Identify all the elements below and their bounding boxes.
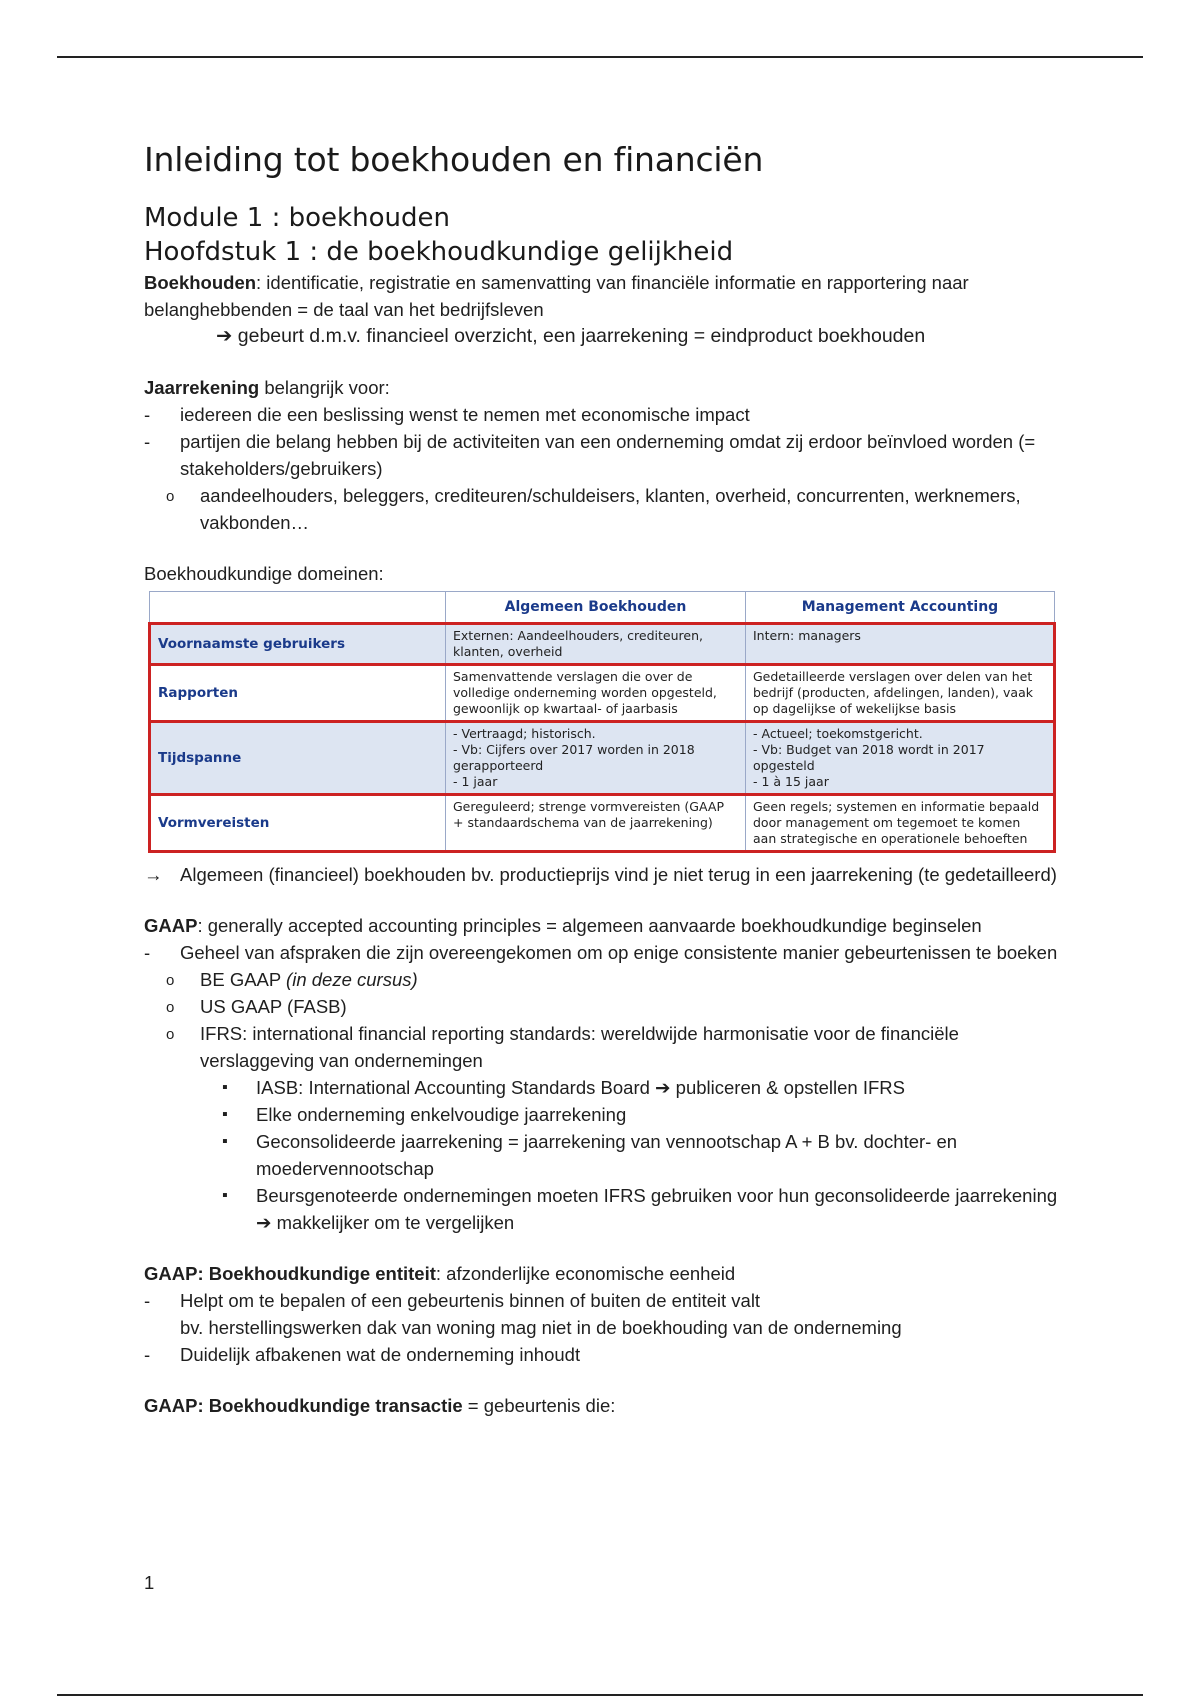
table-row: Vormvereisten Gereguleerd; strenge vormvereisten (GAAP + standaardschema van de jaarrekening) Geen regels; systemen en informatie bepaald door management om tegemoet te komen aan strategische en operationele behoeften (150, 795, 1055, 852)
header-rule (57, 56, 1143, 58)
list-item: o BE GAAP (in deze cursus) (144, 966, 1064, 993)
boekhouden-term: Boekhouden (144, 272, 257, 293)
list-item: ▪ IASB: International Accounting Standards Board ➔ publiceren & opstellen IFRS (200, 1074, 1064, 1101)
list-item: o US GAAP (FASB) (144, 993, 1064, 1020)
document-title: Inleiding tot boekhouden en financiën (144, 140, 764, 179)
entiteit-list (144, 1287, 1064, 1368)
table-row: Rapporten Samenvattende verslagen die over de volledige onderneming worden opgesteld, gewoonlijk op kwartaal- of jaarbasis Gedetailleerde verslagen over delen van het bedrijf (producten, afdelingen, landen), vaak op dagelijkse of wekelijkse basis (150, 665, 1055, 722)
list-item: - Geheel van afspraken die zijn overeengekomen om op enige consistente manier gebeurtenissen te boeken o BE GAAP (in deze cursus) o US GAAP (FASB) o IFRS: international financial reporting standards: wereldwijde harmonisatie voor de financiële verslaggeving van ondernemingen ▪ IASB: International Accounting Standards Board ➔ publiceren & opstellen IFRS ▪ Elke onderneming enkelvoudige jaarrekening ▪ Geconsolideerde jaarrekening = jaarrekening van vennootschap A + B bv. dochter- en moedervennootschap ▪ Beursgenoteerde ondernemingen moeten IFRS gebruiken voor hun geconsolideerde jaarrekening ➔ makkelijker om te vergelijken (144, 939, 1064, 1236)
list-item: - Helpt om te bepalen of een gebeurtenis binnen of buiten de entiteit valt bv. herstellingswerken dak van woning mag niet in de boekhouding van de onderneming (144, 1287, 1064, 1341)
domains-note: → Algemeen (financieel) boekhouden bv. productieprijs vind je niet terug in een jaarrekening (te gedetailleerd) (144, 861, 1064, 888)
domains-table (148, 591, 1056, 853)
gaap-definition: GAAP: generally accepted accounting principles = algemeen aanvaarde boekhoudkundige beginselen (144, 915, 982, 936)
page-number: 1 (144, 1572, 155, 1593)
footer-rule (57, 1694, 1143, 1696)
list-item: o IFRS: international financial reporting standards: wereldwijde harmonisatie voor de financiële verslaggeving van ondernemingen ▪ IASB: International Accounting Standards Board ➔ publiceren & opstellen IFRS ▪ Elke onderneming enkelvoudige jaarrekening ▪ Geconsolideerde jaarrekening = jaarrekening van vennootschap A + B bv. dochter- en moedervennootschap ▪ Beursgenoteerde ondernemingen moeten IFRS gebruiken voor hun geconsolideerde jaarrekening ➔ makkelijker om te vergelijken (144, 1020, 1064, 1236)
document-page (144, 140, 1064, 1419)
module-heading: Module 1 : boekhouden (144, 203, 450, 233)
list-item: ▪ Elke onderneming enkelvoudige jaarrekening (200, 1101, 1064, 1128)
table-row: Voornaamste gebruikers Externen: Aandeelhouders, crediteuren, klanten, overheid Intern: managers (150, 624, 1055, 665)
column-header: Algemeen Boekhouden (446, 592, 746, 624)
list-item: - partijen die belang hebben bij de activiteiten van een onderneming omdat zij erdoor beïnvloed worden (= stakeholders/gebruikers) o aandeelhouders, beleggers, crediteuren/schuldeisers, klanten, overheid, concurrenten, werknemers, vakbonden… (144, 428, 1064, 536)
list-item: ▪ Beursgenoteerde ondernemingen moeten IFRS gebruiken voor hun geconsolideerde jaarrekening ➔ makkelijker om te vergelijken (200, 1182, 1064, 1236)
jaarrekening-intro: Jaarrekening belangrijk voor: (144, 377, 390, 398)
jaarrekening-list (144, 401, 1064, 536)
entiteit-definition: GAAP: Boekhoudkundige entiteit: afzonderlijke economische eenheid (144, 1263, 736, 1284)
transactie-definition: GAAP: Boekhoudkundige transactie = gebeurtenis die: (144, 1395, 616, 1416)
list-item: o aandeelhouders, beleggers, crediteuren/schuldeisers, klanten, overheid, concurrenten, werknemers, vakbonden… (144, 482, 1064, 536)
list-item: ▪ Geconsolideerde jaarrekening = jaarrekening van vennootschap A + B bv. dochter- en moedervennootschap (200, 1128, 1064, 1182)
boekhouden-definition: Boekhouden: identificatie, registratie en samenvatting van financiële informatie en rapportering naar belanghebbenden = de taal van het bedrijfsleven (144, 272, 969, 320)
column-header: Management Accounting (746, 592, 1055, 624)
boekhouden-arrow-note: ➔ gebeurt d.m.v. financieel overzicht, een jaarrekening = eindproduct boekhouden (216, 325, 926, 347)
list-item: - Duidelijk afbakenen wat de onderneming inhoudt (144, 1341, 1064, 1368)
domains-label: Boekhoudkundige domeinen: (144, 563, 384, 584)
gaap-list (144, 939, 1064, 1236)
chapter-heading: Hoofdstuk 1 : de boekhoudkundige gelijkheid (144, 237, 734, 267)
table-row: Tijdspanne - Vertraagd; historisch. - Vb: Cijfers over 2017 worden in 2018 gerapporteerd - 1 jaar - Actueel; toekomstgericht. - Vb: Budget van 2018 wordt in 2017 opgesteld - 1 à 15 jaar (150, 722, 1055, 795)
list-item: - iedereen die een beslissing wenst te nemen met economische impact (144, 401, 1064, 428)
